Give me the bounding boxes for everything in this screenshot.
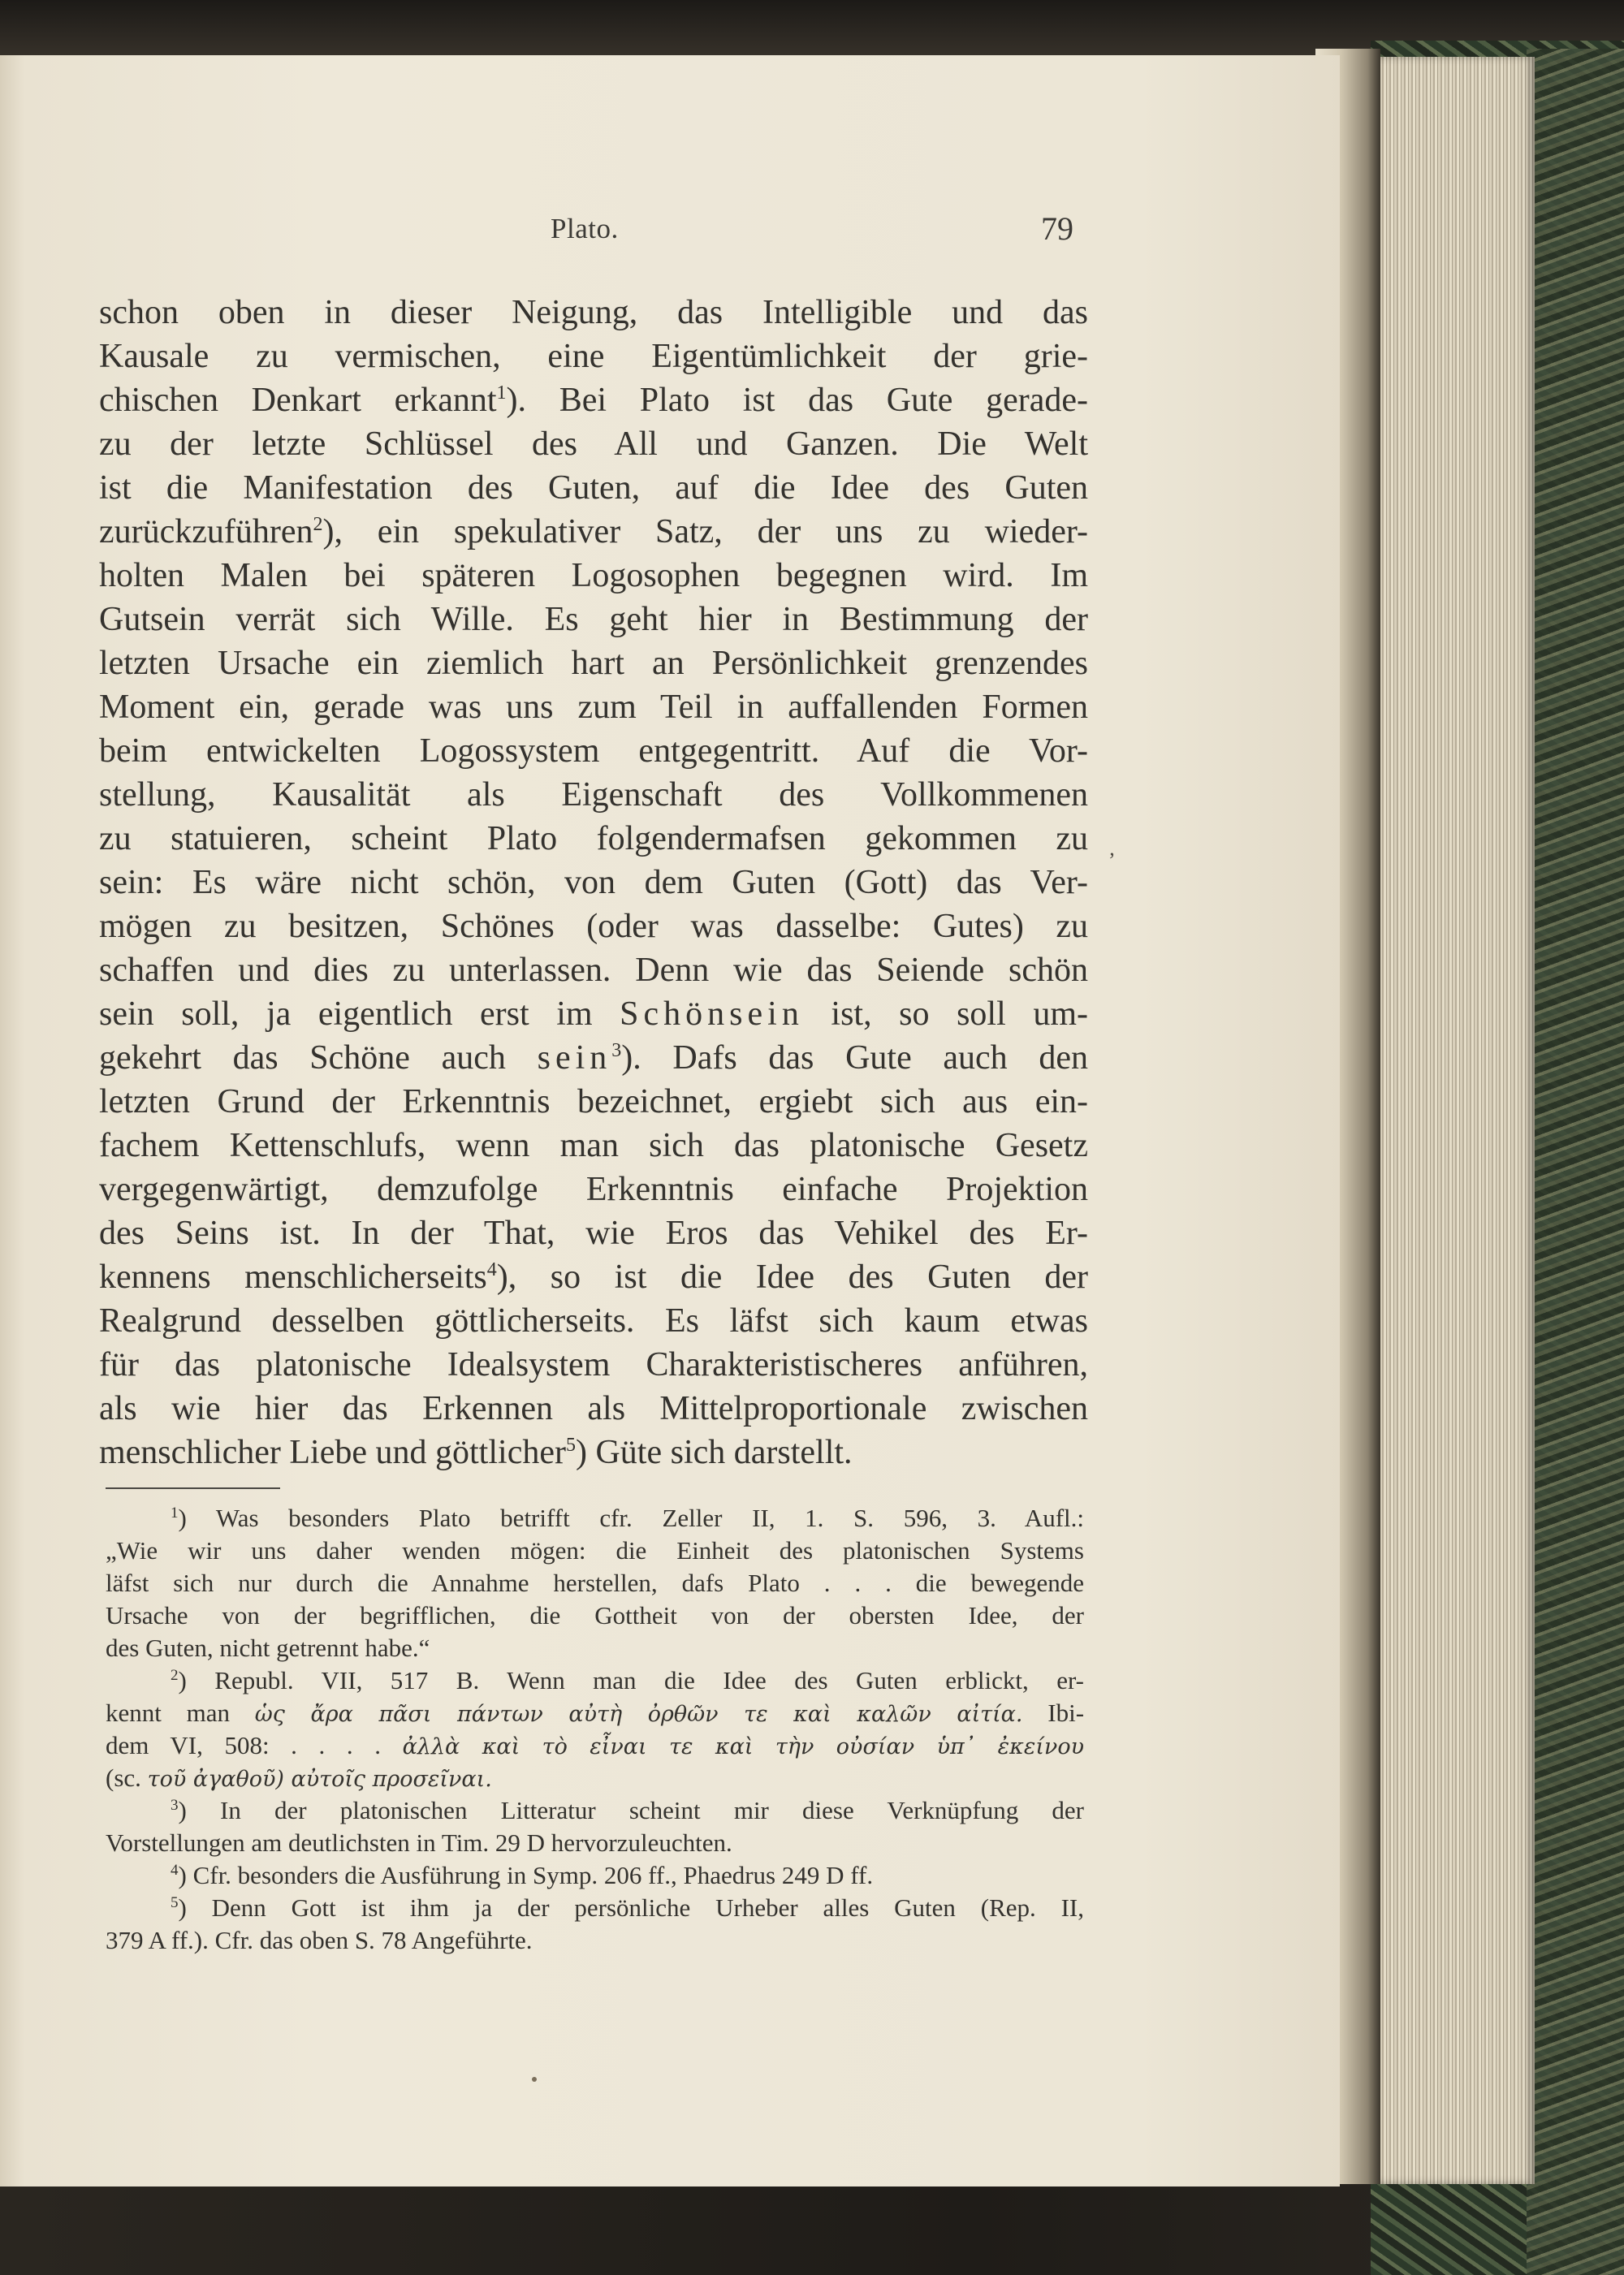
body-line: letzten Ursache ein ziemlich hart an Persönlichkeit grenzendes bbox=[99, 645, 1088, 682]
body-line: vergegenwärtigt, demzufolge Erkenntnis einfache Projektion bbox=[99, 1171, 1088, 1208]
body-line: ist die Manifestation des Guten, auf die Idee des Guten bbox=[99, 469, 1088, 507]
body-line: Moment ein, gerade was uns zum Teil in auffallenden Formen bbox=[99, 689, 1088, 726]
footnote-text: Ibi- bbox=[1047, 1699, 1085, 1727]
body-line: Realgrund desselben göttlicherseits. Es läfst sich kaum etwas bbox=[99, 1302, 1088, 1340]
body-line: als wie hier das Erkennen als Mittelproportionale zwischen bbox=[99, 1390, 1088, 1427]
footnote-line: des Guten, nicht getrennt habe.“ bbox=[106, 1634, 430, 1662]
body-line: gekehrt das Schöne auch sein$^3$). Dafs das Gute auch den bbox=[99, 1039, 1089, 1077]
body-line: stellung, Kausalität als Eigenschaft des Vollkommenen bbox=[99, 776, 1088, 814]
greek-quote: τοῦ ἀγαθοῦ) αὐτοῖς προσεῖναι. bbox=[147, 1767, 492, 1792]
page-block-edges bbox=[1372, 57, 1535, 2184]
greek-quote: ὡς ἄρα πᾶσι πάντων αὐτὴ ὀρθῶν τε καὶ καλῶν αἰτία. bbox=[254, 1702, 1023, 1727]
body-line: sein soll, ja eigentlich erst im Schönsein ist, so soll um- bbox=[99, 995, 1088, 1033]
body-line: holten Malen bei späteren Logosophen begegnen wird. Im bbox=[99, 557, 1088, 594]
body-line: schon oben in dieser Neigung, das Intelligible und das bbox=[99, 294, 1088, 331]
body-line: zu statuieren, scheint Plato folgendermafsen gekommen zu bbox=[99, 820, 1088, 857]
footnote-text: dem VI, 508: . . . . bbox=[106, 1731, 381, 1759]
body-line: sein: Es wäre nicht schön, von dem Guten (Gott) das Ver- bbox=[99, 864, 1088, 901]
page-number: 79 bbox=[1041, 210, 1073, 247]
body-line: menschlicher Liebe und göttlicher$^5$) Güte sich darstellt. bbox=[99, 1434, 853, 1471]
footnote-line: $^1$) Was besonders Plato betrifft cfr. Zeller II, 1. S. 596, 3. Aufl.: bbox=[171, 1504, 1084, 1532]
body-line: kennens menschlicherseits$^4$), so ist die Idee des Guten der bbox=[99, 1258, 1088, 1296]
body-line: für das platonische Idealsystem Charakteristischeres anführen, bbox=[99, 1346, 1088, 1384]
body-line: chischen Denkart erkannt$^1$). Bei Plato ist das Gute gerade- bbox=[99, 382, 1089, 419]
footnotes bbox=[106, 1502, 1084, 1957]
footnote-line: „Wie wir uns daher wenden mögen: die Einheit des platonischen Systems bbox=[106, 1536, 1084, 1565]
paper-speck bbox=[532, 2077, 537, 2082]
footnote-line: Ursache von der begrifflichen, die Gottheit von der obersten Idee, der bbox=[106, 1601, 1084, 1630]
body-line: Gutsein verrät sich Wille. Es geht hier in Bestimmung der bbox=[99, 601, 1088, 638]
margin-mark: ‚ bbox=[1108, 836, 1116, 860]
footnote-line: $^3$) In der platonischen Litteratur scheint mir diese Verknüpfung der bbox=[171, 1796, 1084, 1824]
footnote-line bbox=[106, 1697, 1084, 1729]
footnote-rule bbox=[106, 1487, 280, 1489]
body-text bbox=[99, 291, 1088, 1474]
body-line: zu der letzte Schlüssel des All und Ganzen. Die Welt bbox=[99, 425, 1088, 463]
footnote-line: läfst sich nur durch die Annahme herstellen, dafs Plato . . . die bewegende bbox=[106, 1569, 1084, 1597]
footnote-line: $^2$) Republ. VII, 517 B. Wenn man die Idee des Guten erblickt, er- bbox=[171, 1666, 1084, 1694]
body-line: Kausale zu vermischen, eine Eigentümlichkeit der grie- bbox=[99, 338, 1088, 375]
body-line: mögen zu besitzen, Schönes (oder was dasselbe: Gutes) zu bbox=[99, 908, 1088, 945]
footnote-line: Vorstellungen am deutlichsten in Tim. 29 D hervorzuleuchten. bbox=[106, 1828, 732, 1857]
greek-quote: ἀλλὰ καὶ τὸ εἶναι τε καὶ τὴν οὐσίαν ὑπ᾽ ἐκείνου bbox=[402, 1734, 1085, 1759]
running-head-title: Plato. bbox=[551, 213, 619, 244]
body-line: schaffen und dies zu unterlassen. Denn wie das Seiende schön bbox=[99, 952, 1088, 989]
body-line: des Seins ist. In der That, wie Eros das Vehikel des Er- bbox=[99, 1215, 1088, 1252]
footnote-line: 379 A ff.). Cfr. das oben S. 78 Angeführte. bbox=[106, 1926, 533, 1954]
body-line: beim entwickelten Logossystem entgegentritt. Auf die Vor- bbox=[99, 732, 1088, 770]
footnote-text: (sc. bbox=[106, 1763, 141, 1792]
footnote-text: kennt man bbox=[106, 1699, 231, 1727]
footnote-line: $^4$) Cfr. besonders die Ausführung in Symp. 206 ff., Phaedrus 249 D ff. bbox=[171, 1861, 874, 1889]
footnote-line bbox=[106, 1729, 1084, 1762]
body-line: letzten Grund der Erkenntnis bezeichnet, ergiebt sich aus ein- bbox=[99, 1083, 1088, 1120]
body-line: fachem Kettenschlufs, wenn man sich das platonische Gesetz bbox=[99, 1127, 1088, 1164]
running-head bbox=[0, 210, 1340, 253]
footnote-line bbox=[106, 1762, 1084, 1794]
footnote-line: $^5$) Denn Gott ist ihm ja der persönliche Urheber alles Guten (Rep. II, bbox=[171, 1893, 1084, 1922]
marbled-cover-edge bbox=[1527, 49, 1624, 2275]
body-line: zurückzuführen$^2$), ein spekulativer Satz, der uns zu wieder- bbox=[99, 513, 1088, 550]
